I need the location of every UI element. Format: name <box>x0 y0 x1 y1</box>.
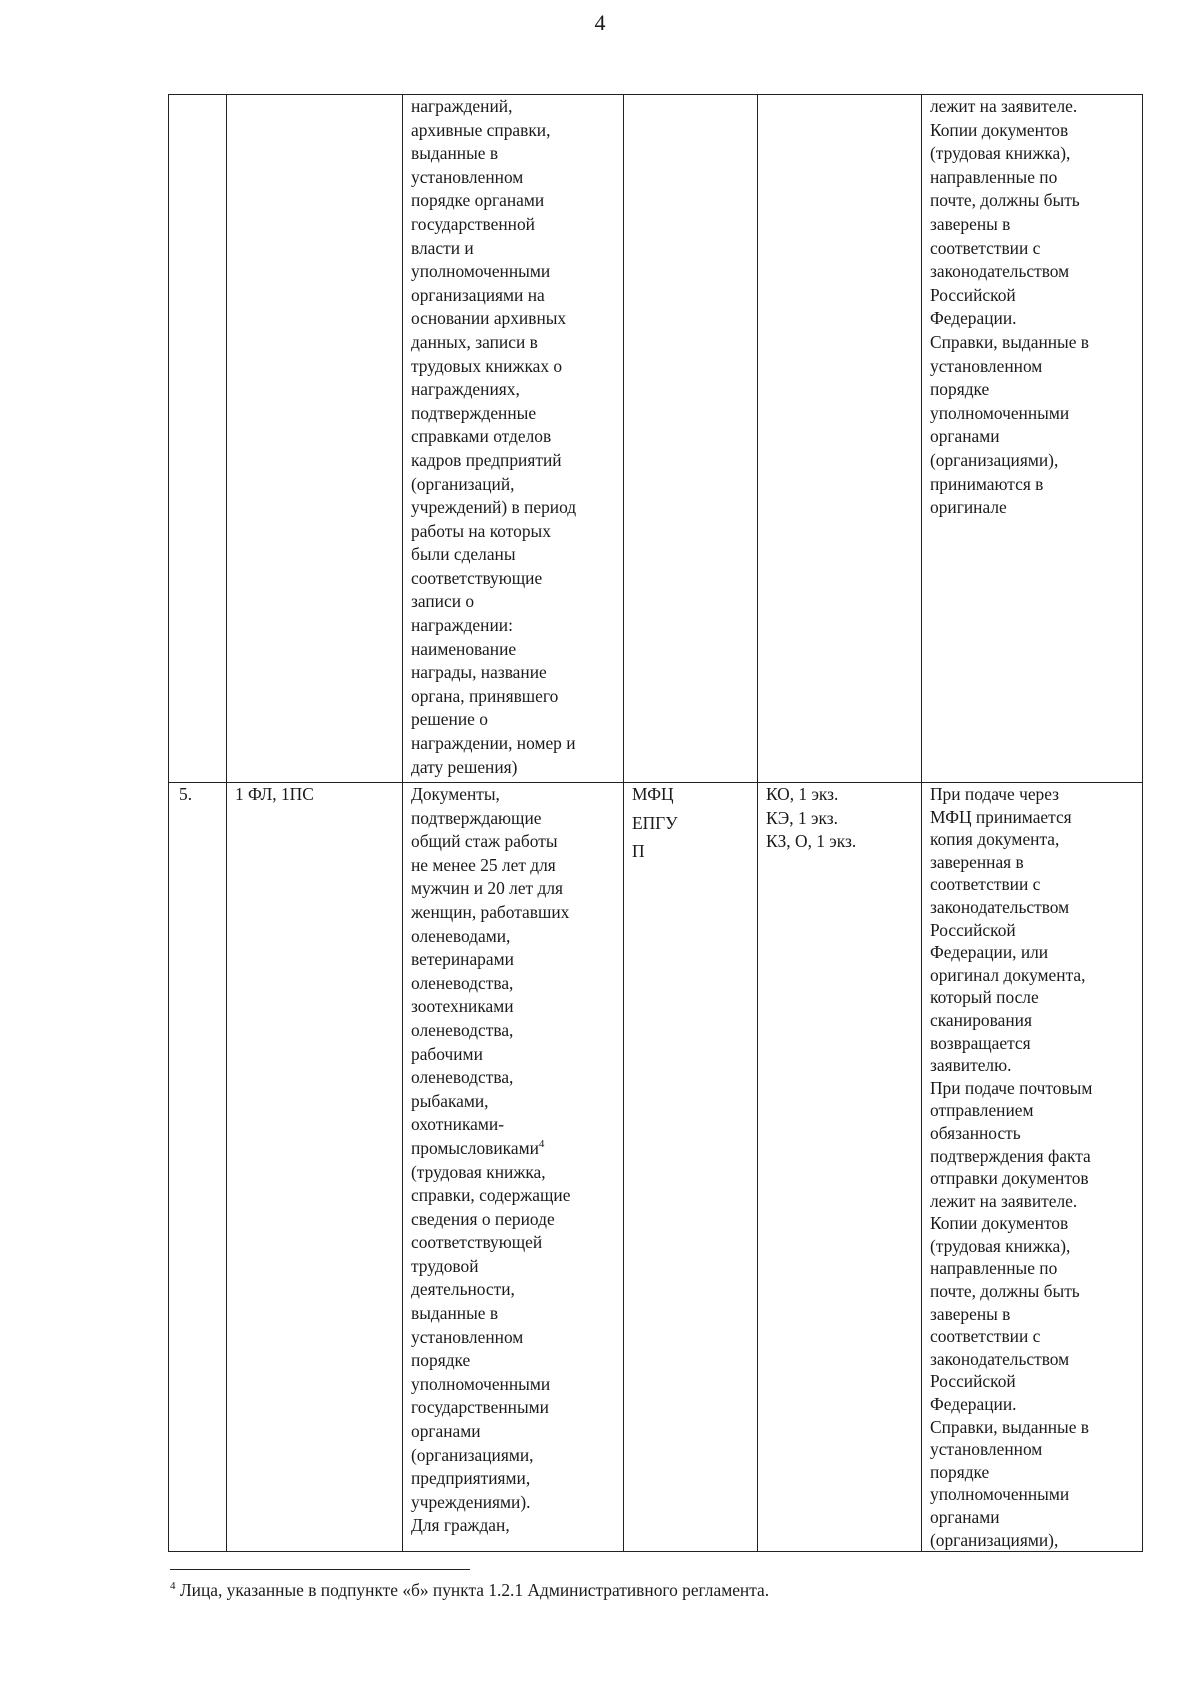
text-line: организациями на <box>411 284 545 305</box>
text-line: оленеводства, <box>411 972 514 993</box>
table-row <box>169 95 1143 783</box>
text-line: соответствии с <box>930 874 1041 895</box>
text-line: (трудовая книжка, <box>411 1161 546 1182</box>
text-line: Копии документов <box>930 1213 1069 1234</box>
text-line: мужчин и 20 лет для <box>411 878 564 899</box>
text-line: учреждениями). <box>411 1491 531 1512</box>
text-line: органами <box>930 426 1000 447</box>
copies-ko: КО, 1 экз. <box>766 784 839 804</box>
document-description-cell <box>403 95 624 783</box>
text-line: установленном <box>411 1326 524 1347</box>
submission-channel-cell <box>624 783 758 1552</box>
text-line: дату решения) <box>411 756 518 777</box>
category-cell <box>227 95 403 783</box>
text-line: заверенная в <box>930 851 1024 872</box>
text-line: справки, содержащие <box>411 1185 571 1206</box>
text-line: ветеринарами <box>411 949 514 970</box>
copies-kz: КЗ, О, 1 экз. <box>766 831 857 852</box>
footnote-reference: 4 <box>538 1138 545 1151</box>
text-line: награждений, <box>411 96 513 116</box>
text-line: заявителю. <box>930 1055 1012 1076</box>
channel-epgu: ЕПГУ <box>632 812 678 833</box>
text-line: государственной <box>411 213 535 234</box>
text-line: (организациями), <box>930 449 1059 470</box>
text-line: решение о <box>411 709 488 730</box>
submission-channel-cell <box>624 95 758 783</box>
text-line: учреждений) в период <box>411 497 577 518</box>
text-line: Документы, <box>411 784 500 804</box>
text-line: установленном <box>411 166 524 187</box>
text-line: Российской <box>930 284 1016 305</box>
text-line: уполномоченными <box>411 261 551 282</box>
text-line: органа, принявшего <box>411 685 559 706</box>
text-line: При подаче через <box>930 784 1060 804</box>
text-line: законодательством <box>930 896 1070 917</box>
text-line: Копии документов <box>930 119 1069 140</box>
text-line: отправки документов <box>930 1168 1089 1189</box>
text-line: соответствующие <box>411 567 543 588</box>
applicant-category: 1 ФЛ, 1ПС <box>235 784 314 804</box>
text-line: направленные по <box>930 1258 1058 1279</box>
text-line: Российской <box>930 919 1016 940</box>
text-line: (трудовая книжка), <box>930 143 1071 164</box>
text-line: порядке <box>411 1350 471 1371</box>
text-line: Справки, выданные в <box>930 331 1090 352</box>
text-line: обязанность <box>930 1122 1021 1143</box>
text-line: оленеводами, <box>411 925 511 946</box>
copies-ke: КЭ, 1 экз. <box>766 807 838 828</box>
text-line: уполномоченными <box>930 1484 1070 1505</box>
text-line: деятельности, <box>411 1279 515 1300</box>
text-line: зоотехниками <box>411 996 514 1017</box>
notes-cell <box>922 783 1143 1552</box>
text-line: данных, записи в <box>411 331 538 352</box>
text-line: уполномоченными <box>411 1373 551 1394</box>
text-line: который после <box>930 987 1039 1008</box>
text-line: соответствующей <box>411 1232 543 1253</box>
text-line: женщин, работавших <box>411 901 570 922</box>
category-cell <box>227 783 403 1552</box>
page-number: 4 <box>594 10 606 35</box>
text-line: награждении: <box>411 615 513 636</box>
text-line: заверены в <box>930 1303 1011 1324</box>
channel-mfc: МФЦ <box>632 784 674 804</box>
text-line: оригинале <box>930 497 1007 518</box>
text-line: лежит на заявителе. <box>930 96 1078 116</box>
document-description-text <box>411 783 615 1538</box>
text-line: (трудовая книжка), <box>930 1235 1071 1256</box>
row-number: 5. <box>179 784 193 804</box>
text-line: органами <box>930 1507 1000 1527</box>
text-line: отправлением <box>930 1100 1034 1121</box>
text-line: сведения о периоде <box>411 1208 555 1229</box>
text-line: сканирования <box>930 1009 1032 1030</box>
text-line: власти и <box>411 237 474 258</box>
text-line: трудовых книжках о <box>411 355 563 376</box>
text-line: почте, должны быть <box>930 190 1080 211</box>
text-line: подтверждающие <box>411 807 542 828</box>
text-line: Справки, выданные в <box>930 1416 1090 1437</box>
text-line: кадров предприятий <box>411 449 562 470</box>
text-line: Федерации. <box>930 308 1017 329</box>
text-line: лежит на заявителе. <box>930 1190 1078 1211</box>
table-row <box>169 783 1143 1552</box>
text-line: (организациями), <box>930 1529 1059 1550</box>
copies-cell <box>758 95 922 783</box>
text-line: оленеводства, <box>411 1067 514 1088</box>
footnote <box>170 1580 769 1601</box>
text-line: уполномоченными <box>930 402 1070 423</box>
text-line: трудовой <box>411 1255 479 1276</box>
text-line: наименование <box>411 638 517 659</box>
text-line: оригинал документа, <box>930 964 1086 985</box>
text-line: награды, название <box>411 662 547 683</box>
text-line: копия документа, <box>930 829 1060 850</box>
text-line: законодательством <box>930 1348 1070 1369</box>
text-line: установленном <box>930 1439 1043 1460</box>
text-line: основании архивных <box>411 308 567 329</box>
text-line: подтверждения факта <box>930 1145 1091 1166</box>
text-line: МФЦ принимается <box>930 806 1072 827</box>
text-line: порядке <box>930 1461 990 1482</box>
footnote-text: Лица, указанные в подпункте «б» пункта 1.2.1 Административного регламента. <box>175 1580 770 1600</box>
text-line: общий стаж работы <box>411 831 558 852</box>
text-line: соответствии с <box>930 1326 1041 1347</box>
row-number-cell <box>169 783 227 1552</box>
text-line: органами <box>411 1421 481 1442</box>
text-line: Федерации, или <box>930 942 1049 963</box>
text-line: соответствии с <box>930 237 1041 258</box>
text-line: работы на которых <box>411 520 551 541</box>
notes-cell <box>922 95 1143 783</box>
notes-text <box>930 783 1134 1551</box>
copies-cell <box>758 783 922 1552</box>
text-line: государственными <box>411 1397 549 1418</box>
text-line: рыбаками, <box>411 1090 489 1111</box>
text-line: принимаются в <box>930 473 1044 494</box>
document-description-text <box>411 95 615 779</box>
text-line: архивные справки, <box>411 119 551 140</box>
text-line: Для граждан, <box>411 1515 510 1536</box>
footnote-marker: 4 <box>170 1580 176 1593</box>
text-line: установленном <box>930 355 1043 376</box>
notes-text <box>930 95 1134 520</box>
text-line: промысловиками$^4$ <box>411 1137 545 1158</box>
text-line: Федерации. <box>930 1394 1017 1415</box>
text-line: почте, должны быть <box>930 1281 1080 1302</box>
text-line: оленеводства, <box>411 1019 514 1040</box>
text-line: записи о <box>411 591 475 612</box>
footnote-separator <box>170 1569 470 1570</box>
text-line: были сделаны <box>411 544 516 565</box>
text-line: подтвержденные <box>411 402 537 423</box>
row-number-cell <box>169 95 227 783</box>
text-line: (организациями, <box>411 1444 534 1465</box>
text-line: рабочими <box>411 1043 483 1064</box>
text-line: выданные в <box>411 143 499 164</box>
text-line: выданные в <box>411 1303 499 1324</box>
text-line: предприятиями, <box>411 1468 531 1489</box>
text-line: награждении, номер и <box>411 733 576 754</box>
text-line: порядке <box>930 379 990 400</box>
text-line: порядке органами <box>411 190 545 211</box>
text-line: (организаций, <box>411 473 515 494</box>
text-line: Российской <box>930 1371 1016 1392</box>
text-line: не менее 25 лет для <box>411 854 556 875</box>
text-line: заверены в <box>930 213 1011 234</box>
text-line: законодательством <box>930 261 1070 282</box>
documents-table <box>168 94 1143 1552</box>
text-line: справками отделов <box>411 426 552 447</box>
text-line: охотниками- <box>411 1114 504 1135</box>
text-line: награждениях, <box>411 379 520 400</box>
text-line: При подаче почтовым <box>930 1077 1093 1098</box>
text-line: направленные по <box>930 166 1058 187</box>
channel-post: П <box>632 841 645 862</box>
document-description-cell <box>403 783 624 1552</box>
text-line: возвращается <box>930 1032 1031 1053</box>
